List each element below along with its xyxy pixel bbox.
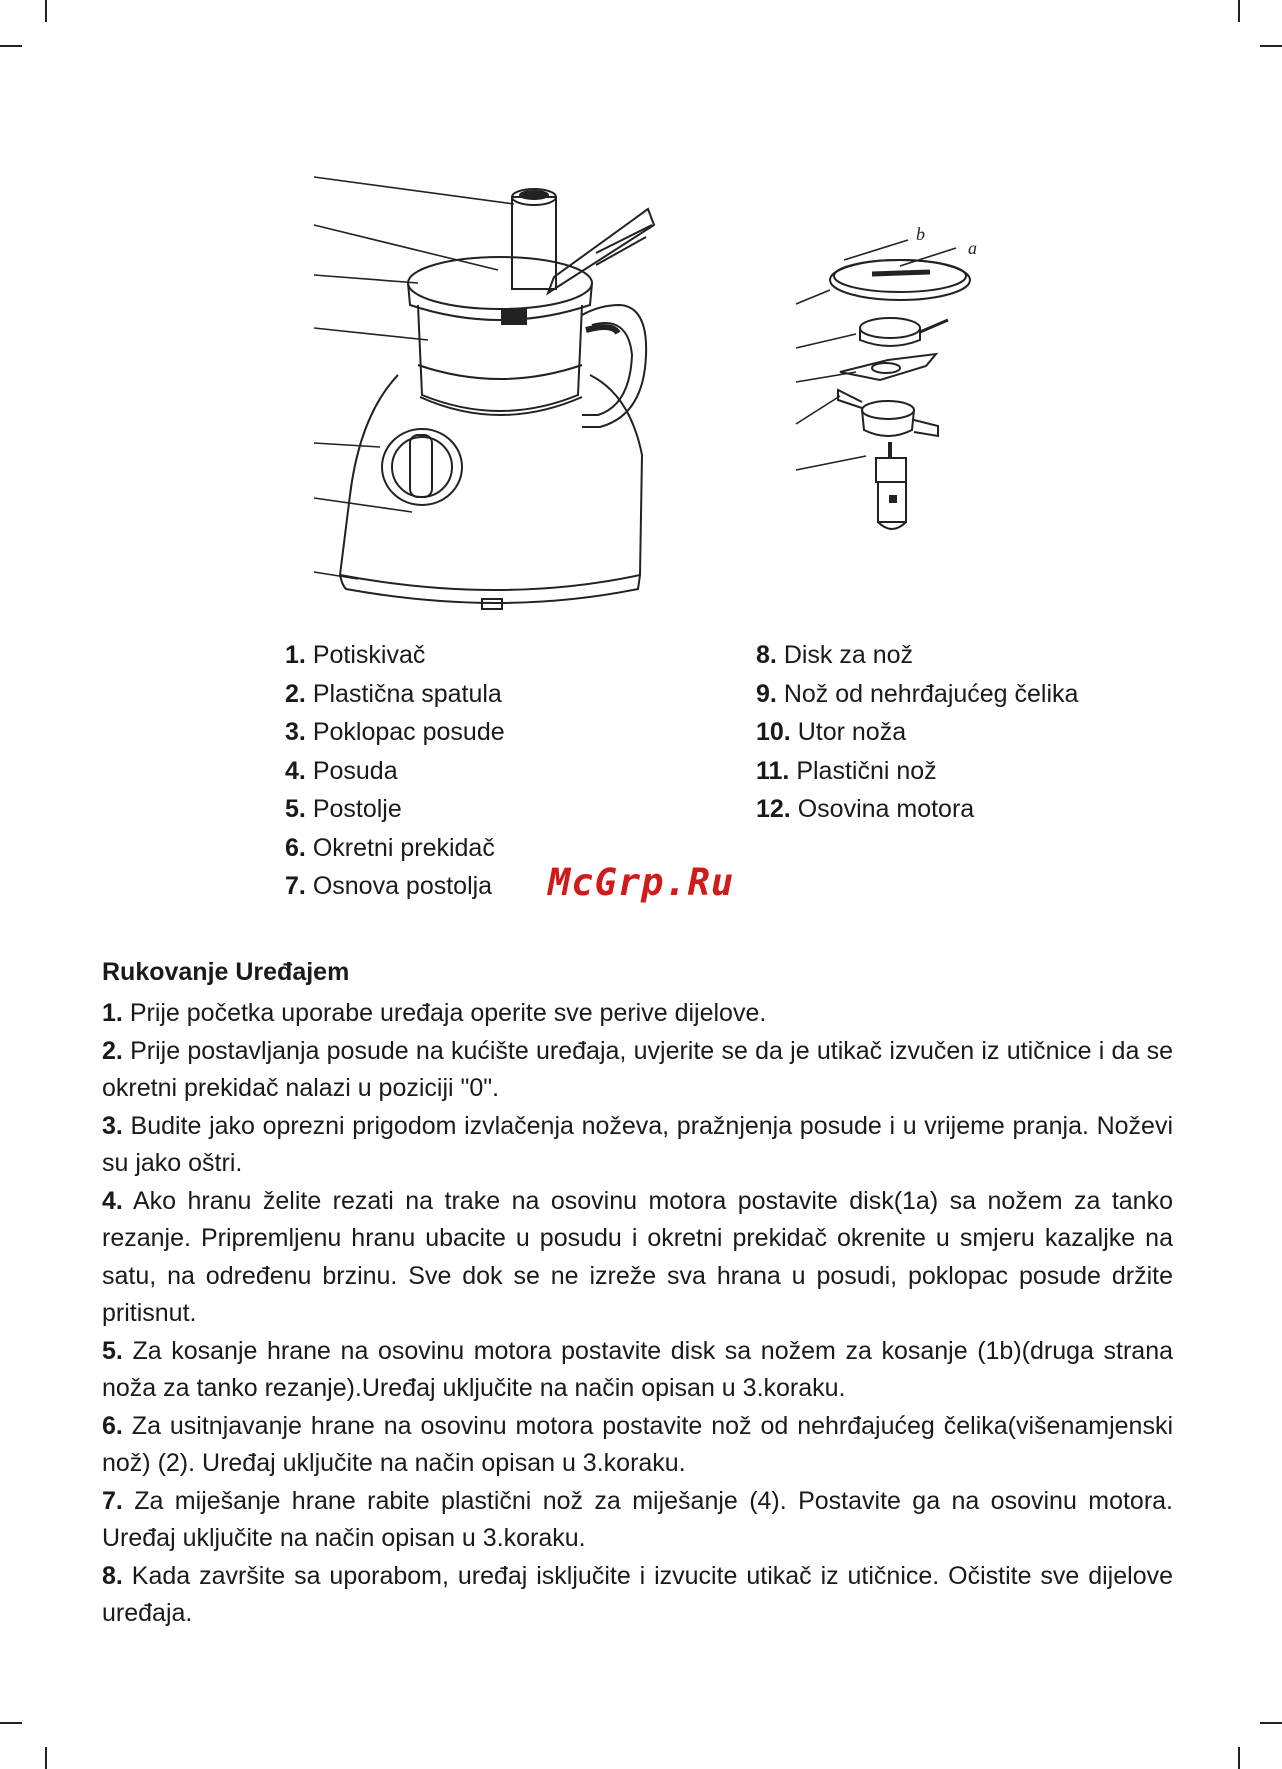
part-item xyxy=(756,790,1078,829)
parts-list-left xyxy=(285,636,505,906)
step-text: Ako hranu želite rezati na trake na osovinu motora postavite disk(1a) sa nožem za tanko rezanje. Pripremljenu hranu ubacite u posudu i okretni prekidač okrenite u smjeru kazaljke na satu, na određenu brzinu. Sve dok se ne izreže sva hrana u posudi, poklopac posude držite pritisnut. xyxy=(102,1186,1173,1327)
part-item xyxy=(285,829,505,868)
part-label: Utor noža xyxy=(797,718,907,746)
step-number: 6. xyxy=(102,1411,123,1440)
step-text: Za usitnjavanje hrane na osovinu motora postavite nož od nehrđajućeg čelika(višenamjenski nož) (2). Uređaj uključite na način opisan u 3.koraku. xyxy=(102,1411,1173,1477)
part-number: 6. xyxy=(285,833,306,862)
part-label: Poklopac posude xyxy=(312,718,505,746)
part-label: Potiskivač xyxy=(312,641,426,669)
part-label: Okretni prekidač xyxy=(312,833,495,862)
part-number: 8. xyxy=(756,641,777,669)
part-label: Nož od nehrđajućeg čelika xyxy=(783,679,1079,708)
part-number: 10. xyxy=(756,718,791,746)
step-number: 1. xyxy=(102,999,123,1027)
part-label: Osnova postolja xyxy=(312,872,493,900)
part-number: 12. xyxy=(756,795,791,823)
blade-parts-diagram xyxy=(780,210,1020,550)
part-number: 1. xyxy=(285,641,306,669)
part-number: 7. xyxy=(285,872,306,900)
crop-mark-top-left-h xyxy=(0,45,22,47)
instruction-step xyxy=(102,1408,1173,1483)
step-number: 5. xyxy=(102,1336,123,1365)
step-number: 7. xyxy=(102,1486,123,1515)
step-text: Budite jako oprezni prigodom izvlačenja noževa, pražnjenja posude i u vrijeme pranja. Noževi su jako oštri. xyxy=(102,1111,1173,1177)
crop-mark-bottom-left-h xyxy=(0,1722,22,1724)
instruction-step xyxy=(102,1183,1173,1333)
diagram-label-b: b xyxy=(916,224,925,244)
instruction-step xyxy=(102,1333,1173,1408)
step-number: 2. xyxy=(102,1036,123,1065)
step-text: Prije početka uporabe uređaja operite sve perive dijelove. xyxy=(129,999,767,1027)
part-item xyxy=(285,713,505,752)
part-item xyxy=(285,790,505,829)
part-label: Plastična spatula xyxy=(312,679,502,708)
crop-mark-top-left-v xyxy=(45,0,47,22)
step-text: Prije postavljanja posude na kućište uređaja, uvjerite se da je utikač izvučen iz utičnice i da se okretni prekidač nalazi u poziciji "0". xyxy=(102,1036,1173,1102)
part-item xyxy=(285,752,505,791)
section-heading: Rukovanje Uređajem xyxy=(102,958,350,986)
part-item xyxy=(756,713,1078,752)
crop-mark-top-right-v xyxy=(1238,0,1240,22)
part-item xyxy=(756,636,1078,675)
part-item xyxy=(756,752,1078,791)
part-item xyxy=(756,675,1078,714)
part-number: 11. xyxy=(756,756,790,785)
crop-mark-bottom-left-v xyxy=(45,1747,47,1769)
part-label: Disk za nož xyxy=(783,641,914,669)
part-label: Postolje xyxy=(312,795,402,823)
step-text: Za kosanje hrane na osovinu motora postavite disk sa nožem za kosanje (1b)(druga strana noža za tanko rezanje).Uređaj uključite na način opisan u 3.koraku. xyxy=(102,1336,1174,1402)
part-item xyxy=(285,867,505,906)
part-item xyxy=(285,636,505,675)
crop-mark-bottom-right-v xyxy=(1238,1747,1240,1769)
step-number: 8. xyxy=(102,1561,123,1590)
instruction-step xyxy=(102,995,1173,1033)
part-number: 3. xyxy=(285,718,306,746)
part-label: Posuda xyxy=(312,756,398,785)
crop-mark-bottom-right-h xyxy=(1260,1722,1282,1724)
parts-list-right xyxy=(756,636,1078,829)
part-number: 2. xyxy=(285,679,306,708)
part-number: 9. xyxy=(756,679,777,708)
part-label: Osovina motora xyxy=(797,795,975,823)
step-number: 3. xyxy=(102,1111,123,1140)
instruction-step xyxy=(102,1483,1173,1558)
step-number: 4. xyxy=(102,1186,123,1215)
part-number: 4. xyxy=(285,756,306,785)
instruction-step xyxy=(102,1108,1173,1183)
diagram-label-a: a xyxy=(968,238,977,258)
part-label: Plastični nož xyxy=(796,756,937,785)
step-text: Kada završite sa uporabom, uređaj isključite i izvucite utikač iz utičnice. Očistite sve dijelove uređaja. xyxy=(102,1561,1173,1627)
instruction-step xyxy=(102,1558,1173,1633)
instructions-list xyxy=(102,995,1173,1633)
part-number: 5. xyxy=(285,795,306,823)
food-processor-diagram xyxy=(300,165,680,625)
watermark: McGrp.Ru xyxy=(548,861,735,904)
step-text: Za miješanje hrane rabite plastični nož za miješanje (4). Postavite ga na osovinu motora. Uređaj uključite na način opisan u 3.koraku. xyxy=(102,1486,1173,1552)
instruction-step xyxy=(102,1033,1173,1108)
crop-mark-top-right-h xyxy=(1260,45,1282,47)
part-item xyxy=(285,675,505,714)
